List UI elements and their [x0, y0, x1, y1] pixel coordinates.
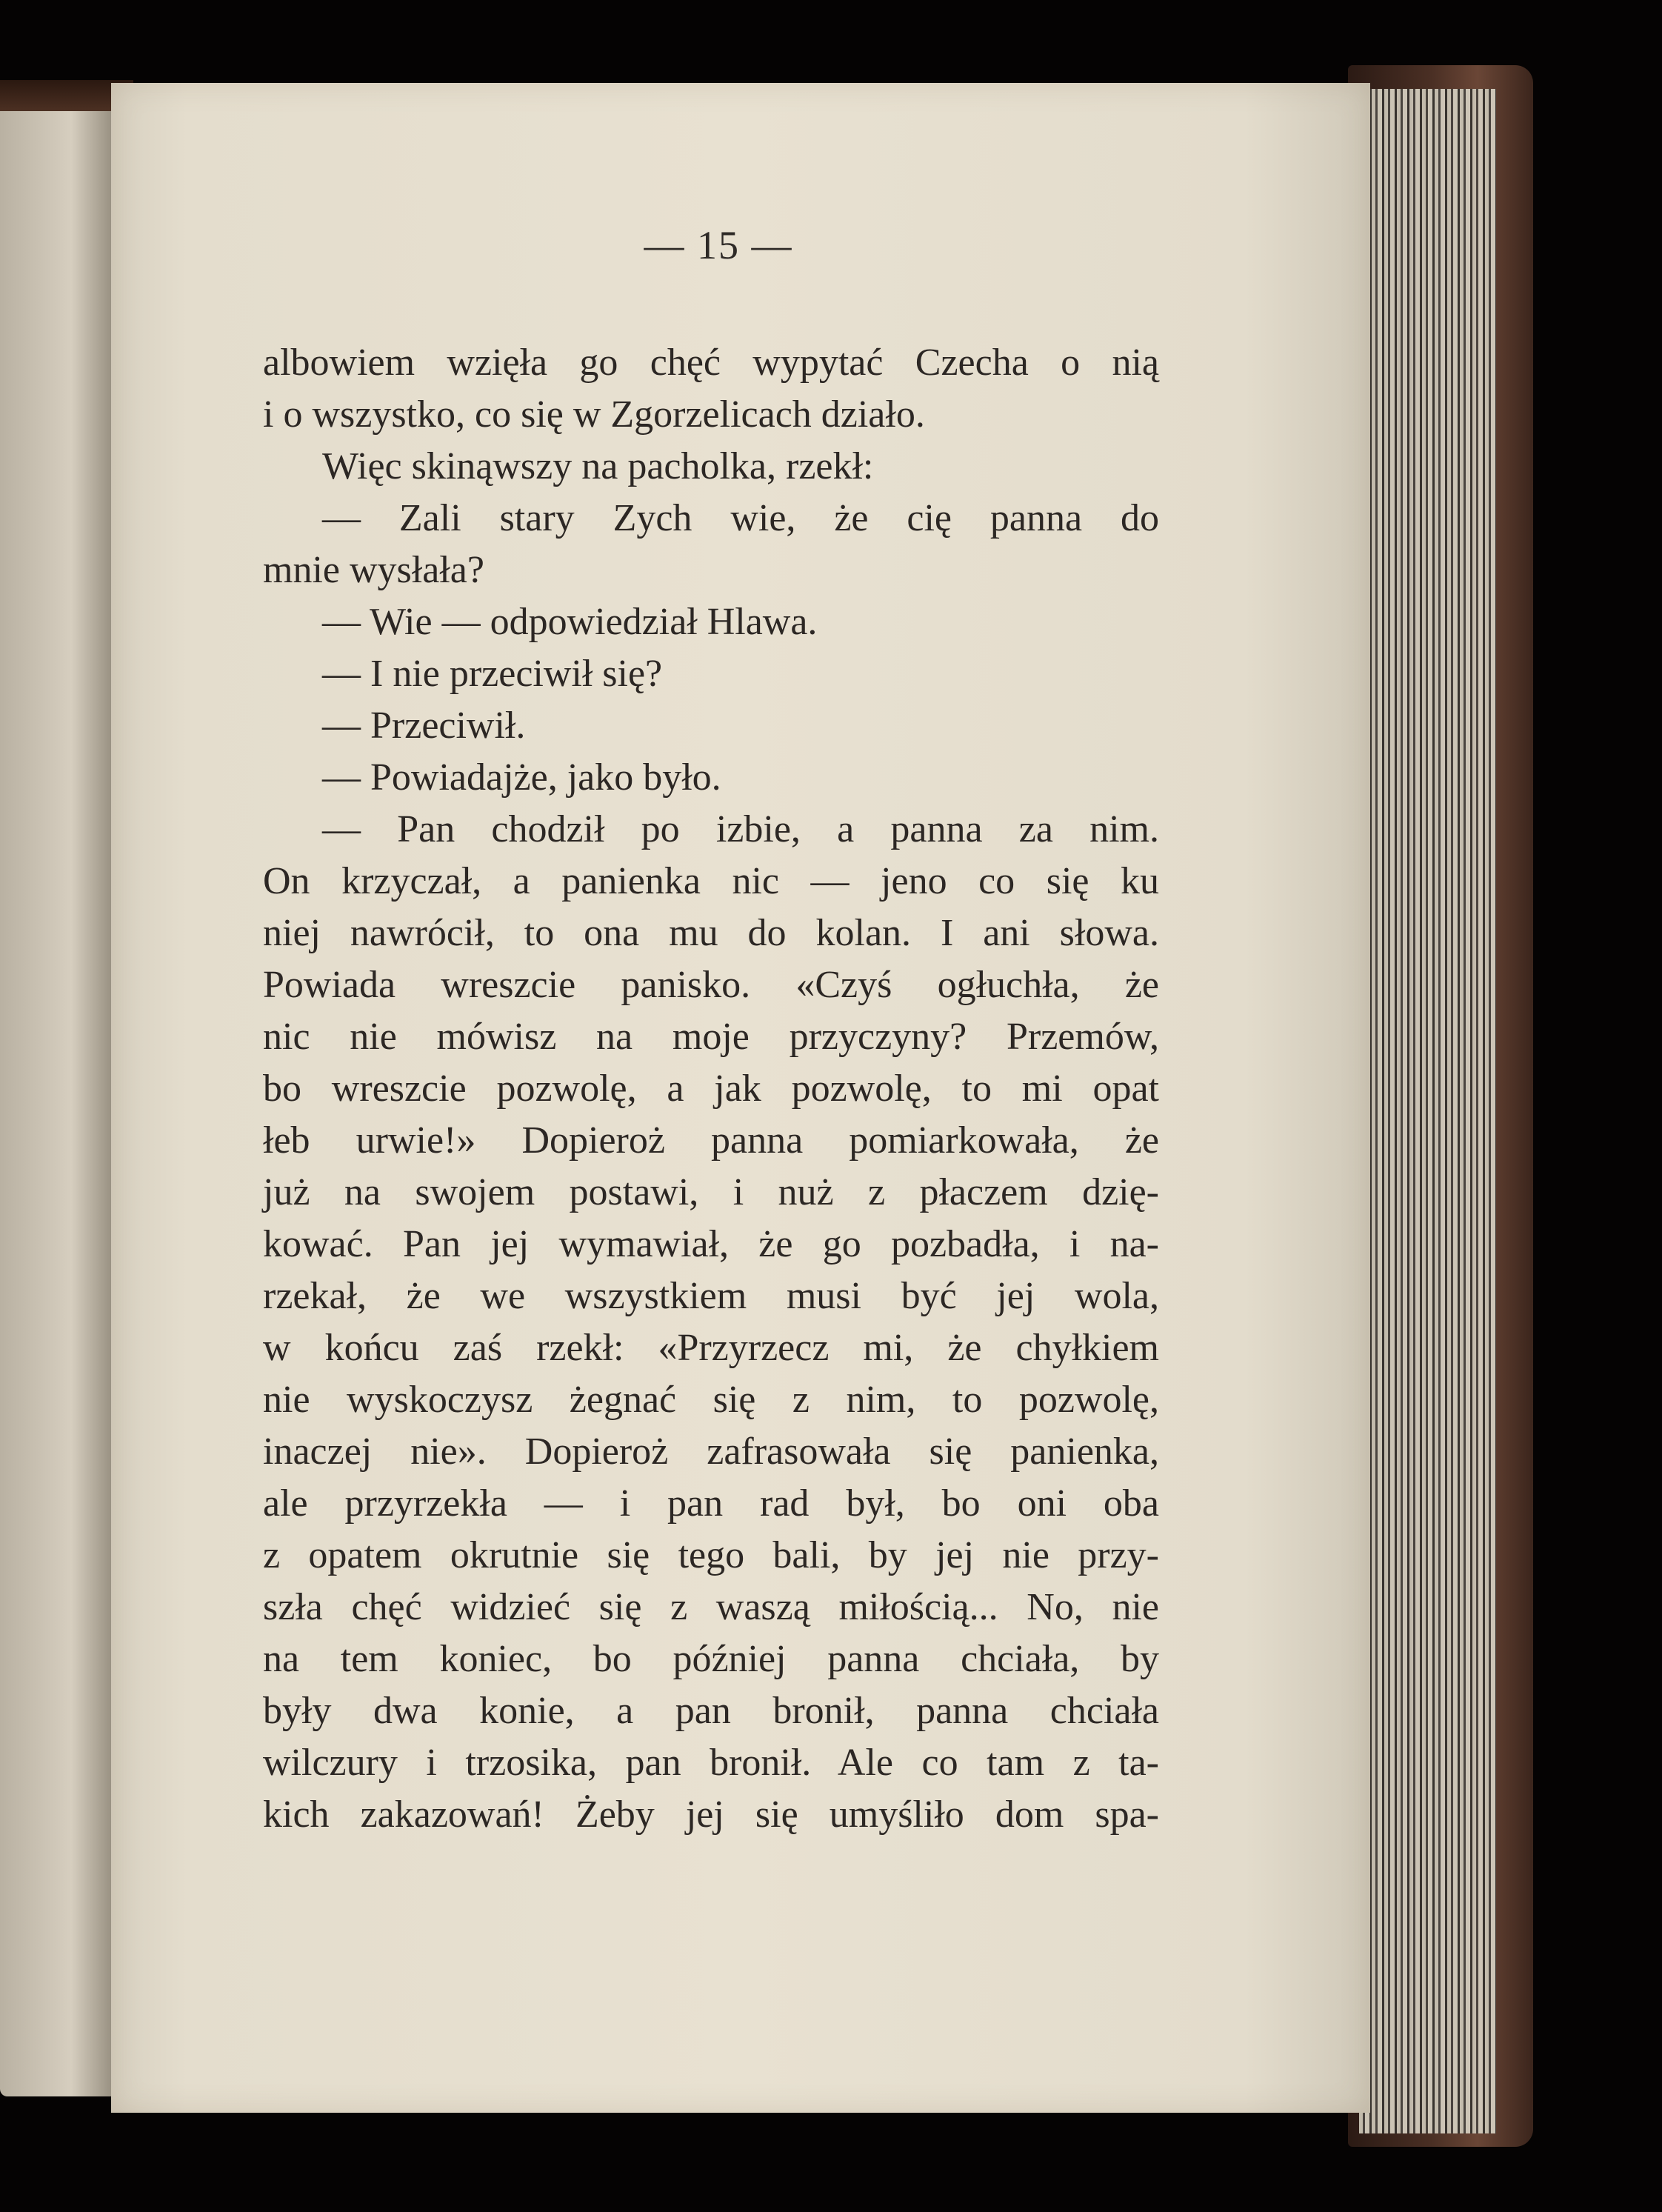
text-line: na tem koniec, bo później panna chciała, by [263, 1638, 1159, 1680]
text-line: i o wszystko, co się w Zgorzelicach działo. [263, 393, 925, 436]
page-number: — 15 — [644, 223, 793, 267]
text-line: łeb urwie!» Dopieroż panna pomiarkowała, że [263, 1119, 1159, 1162]
text-line: niej nawrócił, to ona mu do kolan. I ani słowa. [263, 912, 1159, 954]
text-line: w końcu zaś rzekł: «Przyrzecz mi, że chyłkiem [263, 1327, 1159, 1369]
text-line: Więc skinąwszy na pacholka, rzekł: [322, 445, 874, 487]
text-line: już na swojem postawi, i nuż z płaczem dzię- [263, 1171, 1159, 1213]
text-line: szła chęć widzieć się z waszą miłością... No, nie [263, 1586, 1159, 1628]
text-line: ale przyrzekła — i pan rad był, bo oni oba [263, 1482, 1159, 1525]
text-line: — Zali stary Zych wie, że cię panna do [322, 497, 1159, 539]
text-line: — Powiadajże, jako było. [322, 756, 721, 799]
text-line: bo wreszcie pozwolę, a jak pozwolę, to mi opat [263, 1067, 1159, 1110]
text-line: — I nie przeciwił się? [322, 653, 663, 695]
text-line: wilczury i trzosika, pan bronił. Ale co tam z ta- [263, 1742, 1159, 1784]
text-line: Powiada wreszcie panisko. «Czyś ogłuchła, że [263, 964, 1159, 1006]
page-text [263, 337, 1159, 1841]
left-page-edge [0, 111, 119, 2096]
text-line: kować. Pan jej wymawiał, że go pozbadła, i na- [263, 1223, 1159, 1265]
text-line: albowiem wzięła go chęć wypytać Czecha o nią [263, 342, 1159, 384]
text-line: kich zakazowań! Żeby jej się umyśliło dom spa- [263, 1793, 1159, 1836]
page-edges [1359, 89, 1496, 2133]
text-line: — Wie — odpowiedział Hlawa. [322, 601, 818, 643]
text-line: mnie wysłała? [263, 549, 484, 591]
text-line: nic nie mówisz na moje przyczyny? Przemów, [263, 1016, 1159, 1058]
text-line: rzekał, że we wszystkiem musi być jej wola, [263, 1275, 1159, 1317]
text-line: — Pan chodził po izbie, a panna za nim. [322, 808, 1159, 850]
text-line: nie wyskoczysz żegnać się z nim, to pozwolę, [263, 1379, 1159, 1421]
text-line: z opatem okrutnie się tego bali, by jej nie przy- [263, 1534, 1159, 1576]
text-line: On krzyczał, a panienka nic — jeno co się ku [263, 860, 1159, 902]
text-line: inaczej nie». Dopieroż zafrasowała się panienka, [263, 1430, 1159, 1473]
text-line: były dwa konie, a pan bronił, panna chciała [263, 1690, 1159, 1732]
text-line: — Przeciwił. [322, 704, 526, 747]
